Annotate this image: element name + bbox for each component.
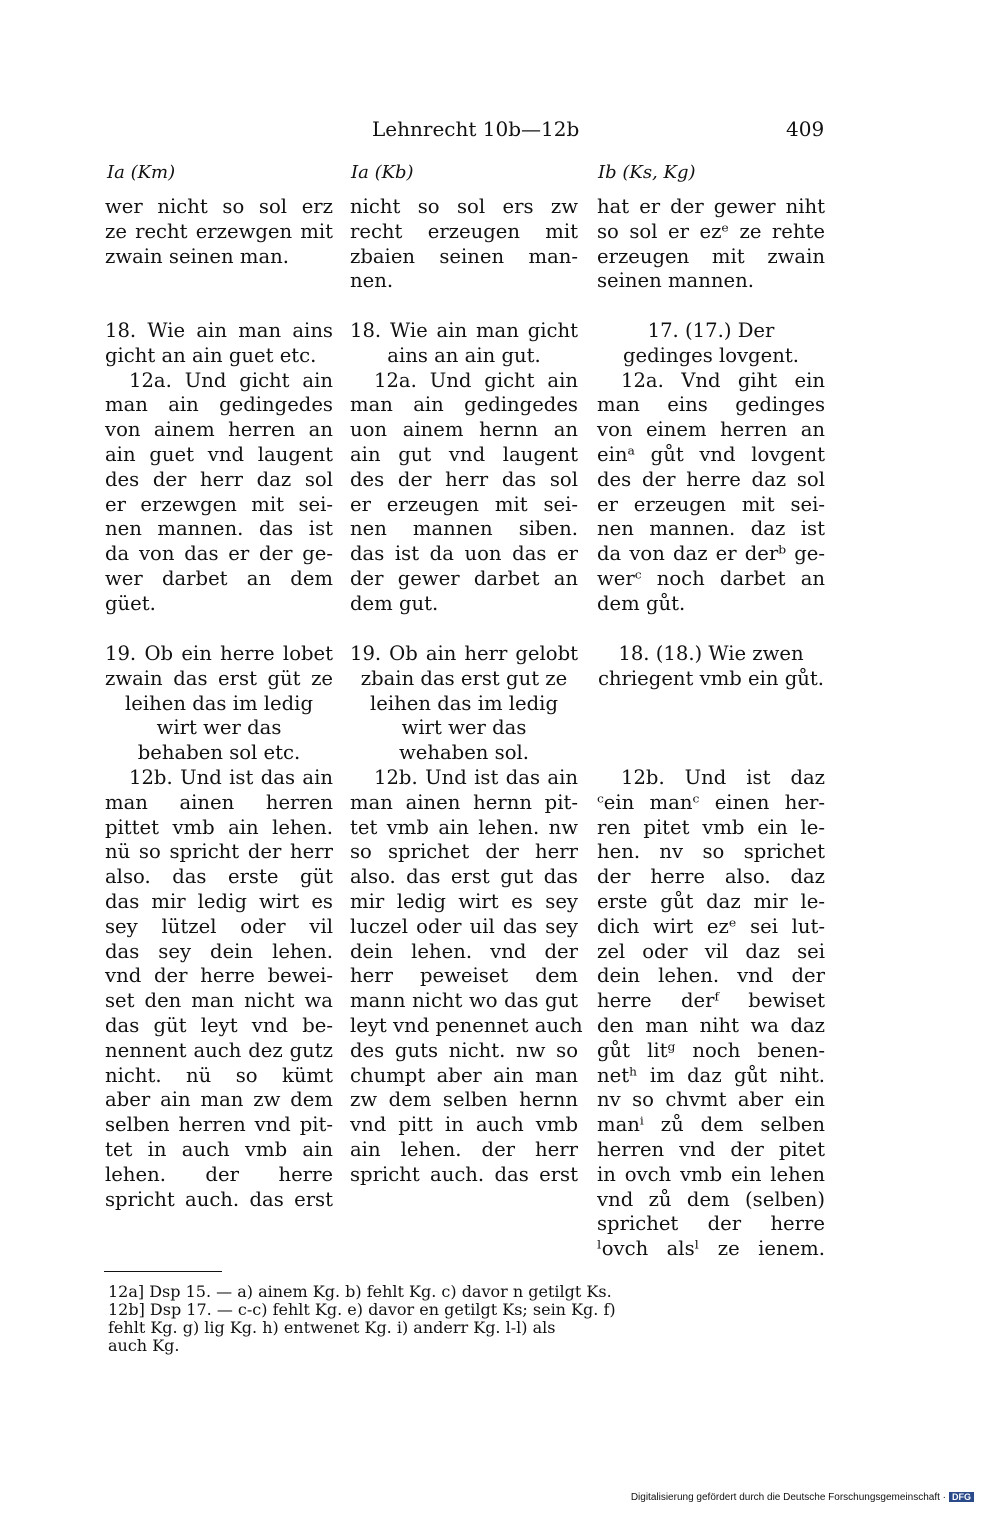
text-line: ain guet vnd laugent [105, 442, 333, 466]
text-line: erste gůt daz mir le- [597, 889, 825, 913]
text-line: wer nicht so sol erz [105, 195, 333, 218]
text-line: wehaben sol. [399, 741, 529, 765]
text-line: des der herre daz sol [597, 467, 825, 491]
text-line: aber ain man zw dem [105, 1088, 333, 1112]
text-line: set den man nicht wa [105, 989, 333, 1013]
text-line: chriegent vmb ein gůt. [597, 666, 825, 690]
text-line: dein lehen. vnd der [597, 964, 825, 988]
text-block [597, 766, 825, 1262]
text-line: tet vmb ain lehen. nw [350, 815, 578, 839]
text-line: 18. Wie ain man gicht [350, 319, 578, 342]
text-line: netʰ im daz gůt niht. [597, 1063, 825, 1087]
footnote-rule [104, 1271, 222, 1272]
text-line: nen mannen siben. [350, 517, 578, 541]
text-line: mann nicht wo das gut [350, 989, 578, 1013]
credit-text: Digitalisierung gefördert durch die Deutsche Forschungsgemeinschaft · [630, 1492, 946, 1503]
text-line: gůt litᵍ noch benen- [597, 1038, 825, 1062]
text-line: 12b. Und ist das ain [374, 765, 578, 789]
text-line: 18. Wie ain man ains [105, 319, 333, 342]
text-block [350, 319, 578, 617]
text-line: man eins gedinges [597, 393, 825, 417]
siglum-col-3: Ib (Ks, Kg) [598, 162, 696, 183]
text-line: zbaien seinen man- [350, 244, 578, 268]
text-line: gicht an ain guet etc. [105, 343, 317, 367]
text-line: 17. (17.) Der [647, 319, 775, 342]
text-line: das ist da uon das er [350, 542, 578, 566]
text-line: nen mannen. daz ist [597, 517, 825, 541]
text-line: mir ledig wirt es sey [350, 889, 578, 913]
text-line: uon ainem hernn an [350, 418, 578, 442]
text-line: nv so chvmt aber ein [597, 1088, 825, 1112]
text-line: herren vnd der pitet [597, 1137, 825, 1161]
text-line: zw dem selben hernn [350, 1088, 578, 1112]
text-line: der herre also. daz [597, 865, 825, 889]
text-line: nü so spricht der herr [105, 840, 333, 864]
text-line: leihen das im ledig [125, 691, 313, 715]
siglum-col-1: Ia (Km) [107, 162, 176, 183]
page-header [0, 117, 1000, 147]
text-line: 12a. Und gicht ain [129, 368, 333, 392]
siglum-col-2: Ia (Kb) [351, 162, 414, 183]
text-line: nicht so sol ers zw [350, 195, 578, 218]
text-line: der gewer darbet an [350, 566, 578, 590]
text-line: nennent auch dez gutz [105, 1038, 333, 1062]
page-number: 409 [786, 117, 825, 141]
text-line: seinen mannen. [597, 269, 754, 293]
text-line: ren pitet vmb ein le- [597, 815, 825, 839]
text-line: 18. (18.) Wie zwen [618, 642, 804, 665]
text-line: zwain seinen man. [105, 244, 289, 268]
text-line: da von das er der ge- [105, 542, 333, 566]
text-line: er erzeugen mit sei- [597, 492, 825, 516]
text-line: vnd zů dem (selben) [597, 1187, 825, 1211]
text-line: herr peweiset dem [350, 964, 578, 988]
footnote-line: 12b] Dsp 17. — c-c) fehlt Kg. e) davor en getilgt Ks; sein Kg. f) [108, 1300, 616, 1319]
text-line: man ainen hernn pit- [350, 790, 578, 814]
text-line: er erzewgen mit sei- [105, 492, 333, 516]
text-line: in ovch vmb ein lehen [597, 1162, 825, 1186]
text-line: wirt wer das [401, 716, 527, 740]
text-line: luczel oder uil das sey [350, 914, 578, 938]
text-line: von ainem herren an [105, 418, 333, 442]
text-line: lehen. der herre [105, 1162, 333, 1186]
text-line: des der herr das sol [350, 467, 578, 491]
text-line: ain lehen. der herr [350, 1137, 578, 1161]
text-line: 12b. Und ist das ain [129, 765, 333, 789]
text-line: pittet vmb ain lehen. [105, 815, 333, 839]
text-line: chumpt aber ain man [350, 1063, 578, 1087]
text-line: des guts nicht. nw so [350, 1038, 578, 1062]
footnotes [108, 1283, 824, 1355]
footnote-line: 12a] Dsp 15. — a) ainem Kg. b) fehlt Kg. c) davor n getilgt Ks. [108, 1282, 612, 1301]
text-line: ze recht erzewgen mit [105, 219, 333, 243]
text-line: 19. Ob ein herre lobet [105, 642, 333, 665]
text-line: zel oder vil daz sei [597, 939, 825, 963]
text-line: 19. Ob ain herr gelobt [350, 642, 578, 665]
text-line: recht erzeugen mit [350, 219, 578, 243]
text-line: behaben sol etc. [137, 741, 301, 765]
text-line: zbain das erst gut ze [360, 666, 568, 690]
text-line: nen mannen. das ist [105, 517, 333, 541]
text-line: nen. [350, 269, 394, 293]
text-line: ain gut vnd laugent [350, 442, 578, 466]
text-line: 12a. Und gicht ain [374, 368, 578, 392]
text-line: man ain gedingedes [105, 393, 333, 417]
text-line: leyt vnd penennet auch [350, 1013, 583, 1037]
text-line: man ainen herren [105, 790, 333, 814]
footnote-line: auch Kg. [108, 1336, 180, 1355]
text-line: also. das erste güt [105, 865, 333, 889]
text-line: sey lützel oder vil [105, 914, 333, 938]
text-line: hen. nv so sprichet [597, 840, 825, 864]
text-line: hat er der gewer niht [597, 195, 825, 218]
text-line: dich wirt ezᵉ sei lut- [597, 914, 825, 938]
text-line: ains an ain gut. [387, 343, 541, 367]
text-line: 12a. Vnd giht ein [621, 368, 825, 392]
text-line: werᶜ noch darbet an [597, 566, 825, 590]
text-block [597, 195, 825, 294]
text-line: vnd der herre bewei- [105, 964, 333, 988]
text-line: leihen das im ledig [370, 691, 558, 715]
text-line: güet. [105, 591, 156, 615]
text-line: selben herren vnd pit- [105, 1113, 333, 1137]
text-line: zwain das erst güt ze [105, 666, 333, 690]
text-block [597, 319, 825, 617]
text-line: dem gůt. [597, 591, 686, 615]
text-block [350, 195, 578, 294]
text-line: dein lehen. vnd der [350, 939, 578, 963]
digitization-credit [631, 1492, 974, 1503]
text-line: des der herr daz sol [105, 467, 333, 491]
text-block [105, 319, 333, 617]
text-line: das sey dein lehen. [105, 939, 333, 963]
text-line: vnd pitt in auch vmb [350, 1113, 578, 1137]
text-line: nicht. nü so kümt [105, 1063, 333, 1087]
text-line: einᵃ gůt vnd lovgent [597, 442, 825, 466]
text-line: den man niht wa daz [597, 1013, 825, 1037]
dfg-logo: DFG [949, 1492, 974, 1502]
running-title: Lehnrecht 10b—12b [372, 117, 580, 141]
text-line: das güt leyt vnd be- [105, 1013, 333, 1037]
text-line: wirt wer das [156, 716, 282, 740]
text-line: da von daz er derᵇ ge- [597, 542, 825, 566]
text-line: herre derᶠ bewiset [597, 989, 825, 1013]
text-line: dem gut. [350, 591, 439, 615]
footnote-line: fehlt Kg. g) lig Kg. h) entwenet Kg. i) anderr Kg. l-l) als [108, 1318, 556, 1337]
text-line: ᶜein manᶜ einen her- [597, 790, 825, 814]
text-line: er erzeugen mit sei- [350, 492, 578, 516]
text-line: von einem herren an [597, 418, 825, 442]
text-line: spricht auch. das erst [105, 1187, 333, 1211]
text-line: man ain gedingedes [350, 393, 578, 417]
text-line: tet in auch vmb ain [105, 1137, 333, 1161]
text-line: ˡovch alsˡ ze ienem. [597, 1237, 825, 1261]
text-block [105, 642, 333, 1212]
text-line: sprichet der herre [597, 1212, 825, 1236]
text-line: 12b. Und ist daz [621, 766, 825, 789]
text-line: also. das erst gut das [350, 865, 578, 889]
text-line: gedinges lovgent. [623, 343, 799, 367]
text-block [350, 642, 583, 1188]
text-line: so sprichet der herr [350, 840, 578, 864]
text-line: wer darbet an dem [105, 566, 333, 590]
text-block [597, 642, 825, 692]
text-line: spricht auch. das erst [350, 1162, 578, 1186]
text-line: erzeugen mit zwain [597, 244, 825, 268]
text-line: manⁱ zů dem selben [597, 1113, 825, 1137]
text-line: so sol er ezᵉ ze rehte [597, 219, 825, 243]
text-block [105, 195, 333, 269]
text-line: das mir ledig wirt es [105, 889, 333, 913]
